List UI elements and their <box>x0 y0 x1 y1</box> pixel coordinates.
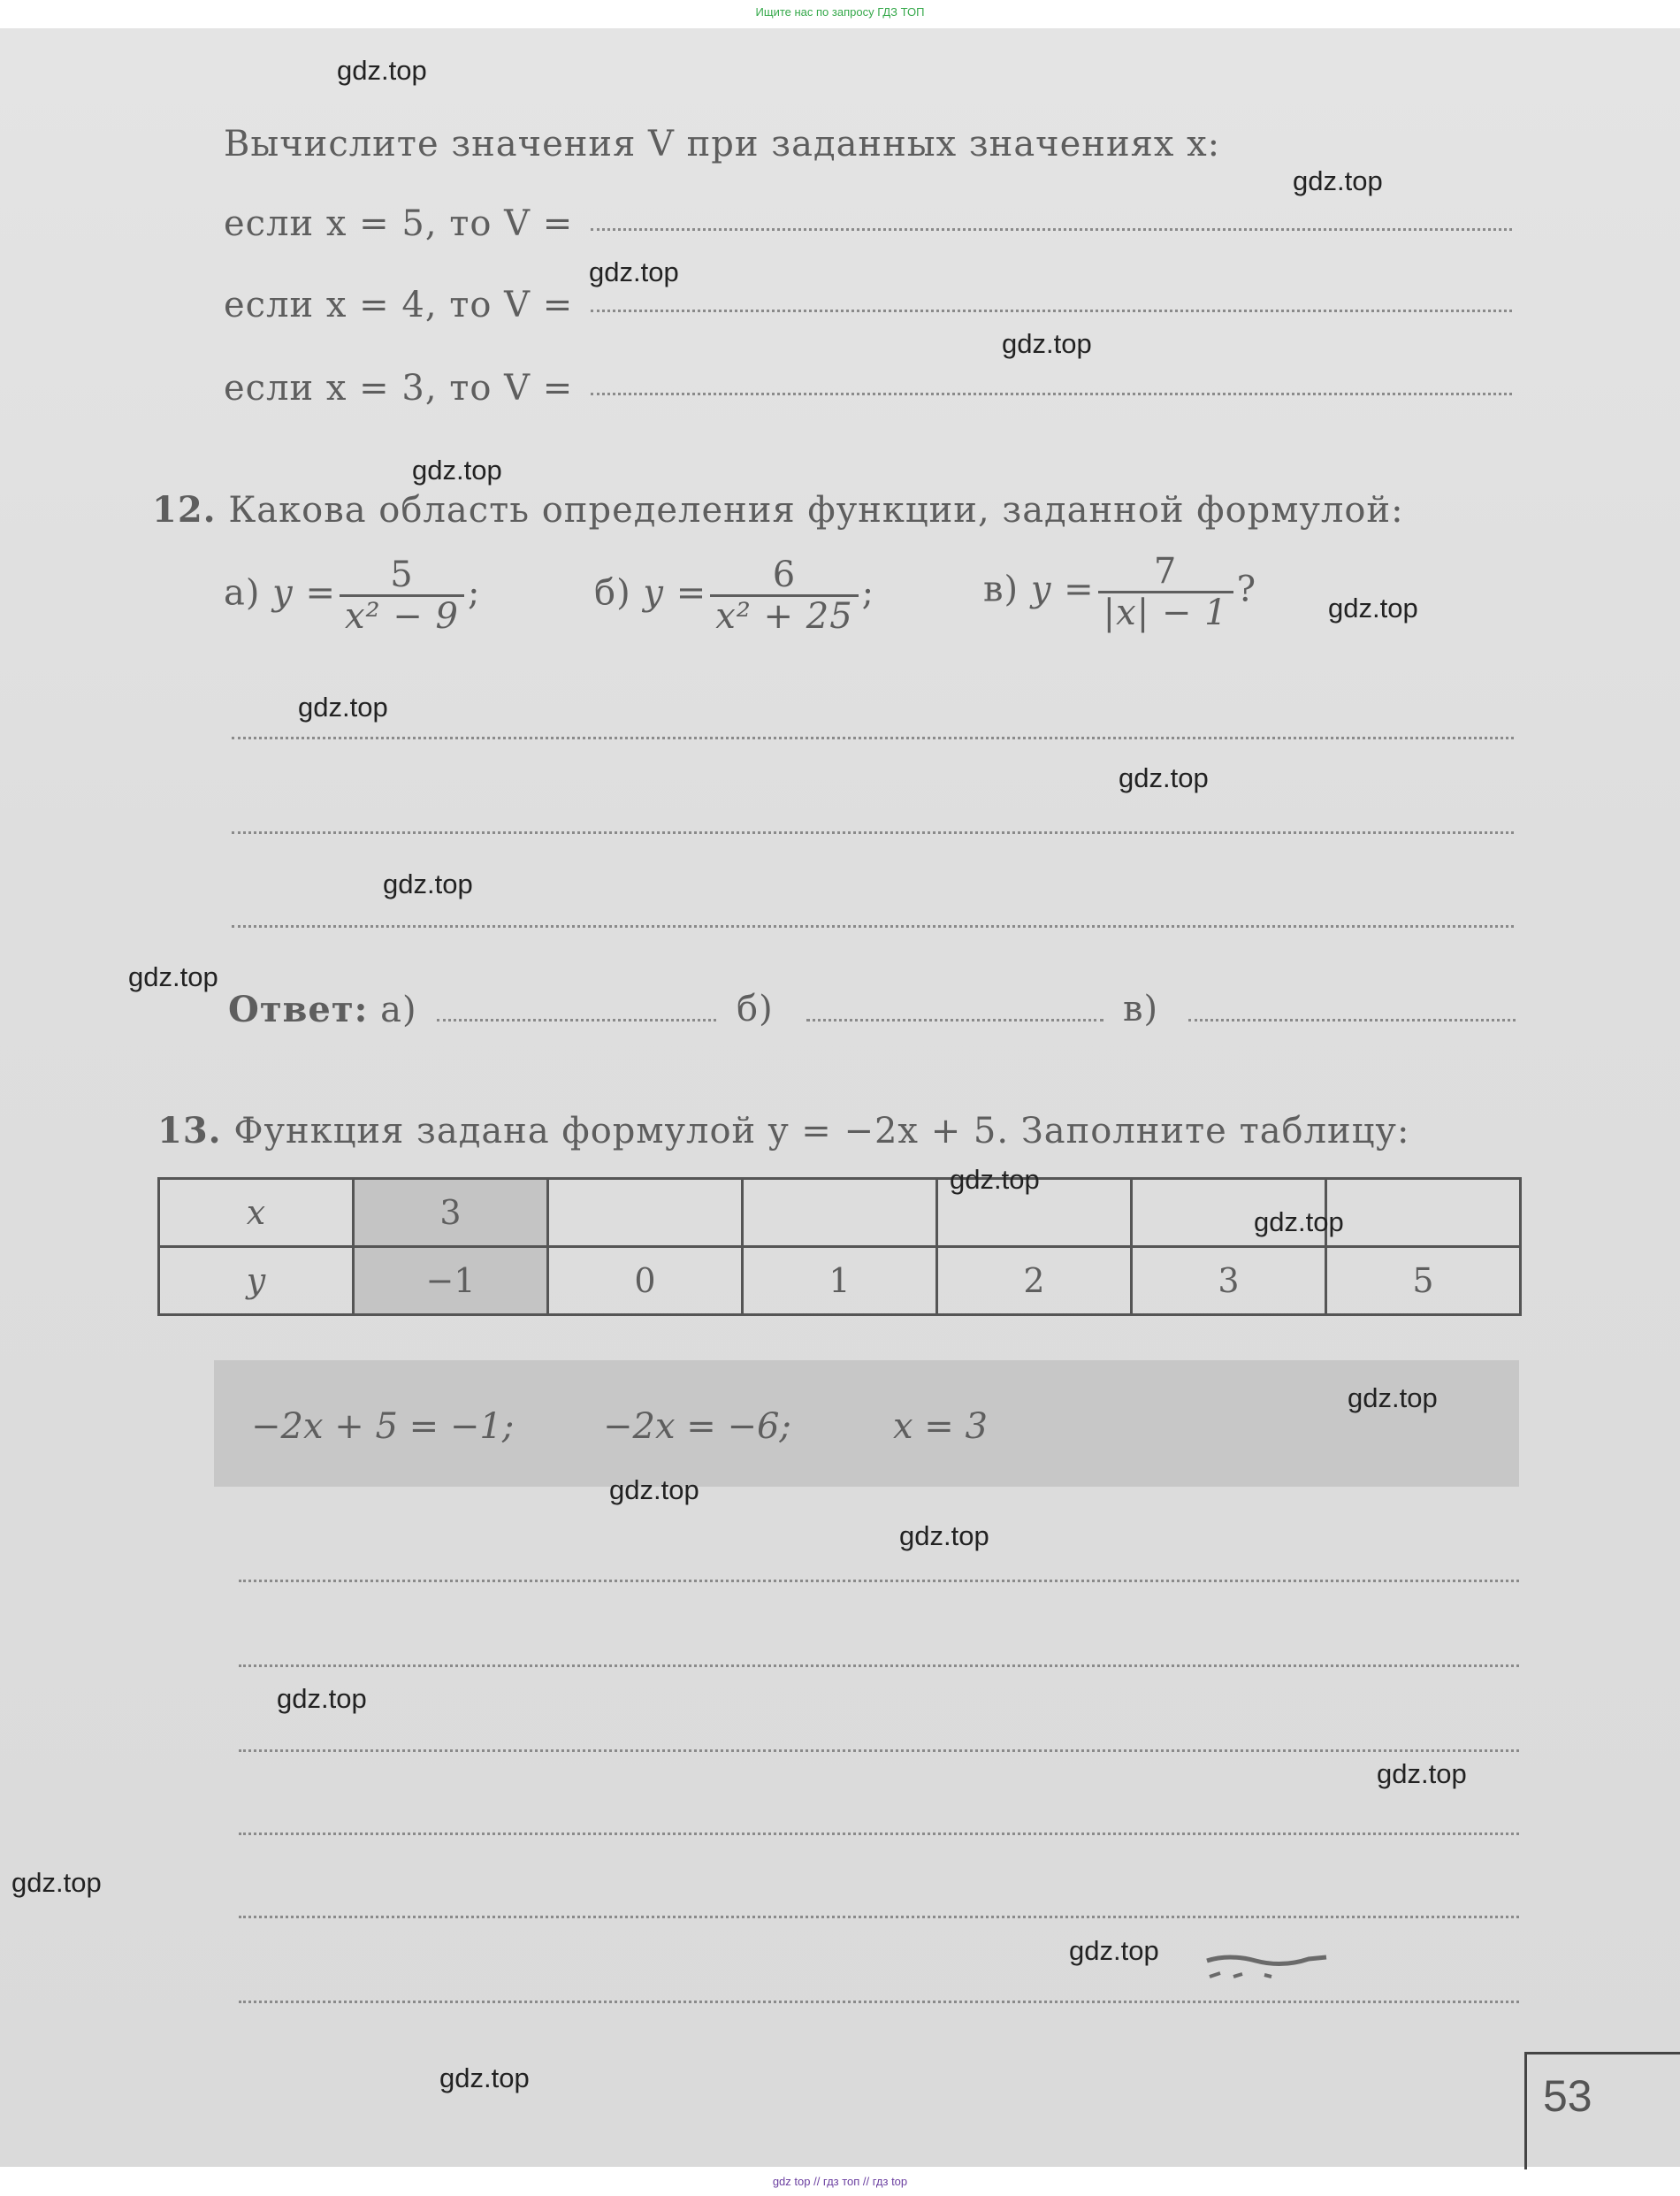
watermark: gdz.top <box>1069 1935 1159 1966</box>
formula-a-prefix: а) <box>224 572 261 614</box>
example-solution-box <box>214 1360 1519 1487</box>
table-header-y: y <box>159 1247 354 1315</box>
table-cell-y-3: 1 <box>743 1247 937 1315</box>
watermark: gdz.top <box>589 256 679 287</box>
watermark: gdz.top <box>337 55 427 86</box>
formula-b-denominator: x² + 25 <box>715 596 853 637</box>
formula-c-lhs: y = <box>1030 569 1095 610</box>
formula-b-numerator: 6 <box>710 555 858 597</box>
row-x5-label: если x = 5, то V = <box>224 203 574 244</box>
task12-heading <box>152 489 1404 531</box>
work-line-7[interactable] <box>239 1833 1519 1835</box>
watermark: gdz.top <box>1254 1206 1344 1237</box>
formula-c-numerator: 7 <box>1098 552 1233 593</box>
formula-c-prefix: в) <box>983 569 1019 610</box>
answer-a-label: а) <box>380 990 417 1030</box>
work-line-1[interactable] <box>232 737 1514 739</box>
page-number-box <box>1524 2052 1680 2169</box>
row-x4-label: если x = 4, то V = <box>224 285 574 325</box>
table-cell-y-4: 2 <box>937 1247 1132 1315</box>
formula-a-fraction <box>340 555 464 636</box>
table-cell-y-6: 5 <box>1326 1247 1521 1315</box>
work-line-3[interactable] <box>232 925 1514 928</box>
task12-question: Какова область определения функции, заданной формулой: <box>228 490 1404 531</box>
answer-line-x4[interactable] <box>591 310 1512 312</box>
formula-b-lhs: y = <box>643 572 707 614</box>
watermark: gdz.top <box>11 1867 102 1898</box>
watermark: gdz.top <box>439 2062 530 2093</box>
work-line-5[interactable] <box>239 1664 1519 1667</box>
task13-heading <box>157 1110 1409 1152</box>
watermark: gdz.top <box>383 868 473 899</box>
answer-b-line[interactable] <box>806 1019 1103 1021</box>
formula-b <box>594 555 874 636</box>
answer-a-line[interactable] <box>437 1019 716 1021</box>
watermark: gdz.top <box>277 1683 367 1714</box>
work-line-8[interactable] <box>239 1916 1519 1918</box>
example-step-1: −2x + 5 = −1; <box>251 1406 515 1447</box>
watermark: gdz.top <box>298 692 388 723</box>
formula-b-fraction <box>710 555 858 636</box>
table-header-x: x <box>159 1179 354 1247</box>
formula-c-end: ? <box>1236 569 1257 610</box>
table-cell-x-1: 3 <box>354 1179 548 1247</box>
table-cell-y-5: 3 <box>1132 1247 1326 1315</box>
table-cell-y-1: −1 <box>354 1247 548 1315</box>
answer-c-line[interactable] <box>1188 1019 1516 1021</box>
formula-a-end: ; <box>468 572 481 614</box>
watermark: gdz.top <box>412 455 502 486</box>
task13-question: Функция задана формулой y = −2x + 5. Заполните таблицу: <box>233 1111 1410 1152</box>
answer-row <box>228 989 417 1030</box>
formula-c <box>983 552 1256 632</box>
watermark: gdz.top <box>128 961 218 992</box>
answer-line-x5[interactable] <box>591 228 1512 231</box>
watermark: gdz.top <box>1328 593 1418 624</box>
search-hint-banner[interactable]: Ищите нас по запросу ГДЗ ТОП <box>755 5 925 19</box>
work-line-4[interactable] <box>239 1580 1519 1582</box>
page-number: 53 <box>1543 2071 1592 2121</box>
answer-label: Ответ: <box>228 989 369 1030</box>
task13-number: 13. <box>157 1110 222 1152</box>
answer-c-label: в) <box>1123 989 1159 1029</box>
task12-number: 12. <box>152 489 217 531</box>
watermark: gdz.top <box>1293 165 1383 196</box>
table-cell-y-2: 0 <box>548 1247 743 1315</box>
formula-b-end: ; <box>861 572 875 614</box>
work-line-9[interactable] <box>239 2001 1519 2003</box>
watermark: gdz.top <box>1377 1758 1467 1789</box>
answer-line-x3[interactable] <box>591 393 1512 395</box>
formula-a-lhs: y = <box>272 572 336 614</box>
footer-links[interactable]: gdz top // гдз топ // гдз top <box>772 2175 908 2188</box>
workbook-page <box>0 28 1680 2167</box>
table-cell-x-2[interactable] <box>548 1179 743 1247</box>
watermark: gdz.top <box>899 1520 989 1551</box>
formula-a-denominator: x² − 9 <box>345 596 459 637</box>
watermark: gdz.top <box>609 1474 699 1505</box>
table-row-y <box>159 1247 1521 1315</box>
formula-a-numerator: 5 <box>340 555 464 597</box>
example-step-3: x = 3 <box>893 1406 988 1447</box>
watermark: gdz.top <box>950 1164 1040 1195</box>
formula-c-fraction <box>1098 552 1233 632</box>
table-cell-x-3[interactable] <box>743 1179 937 1247</box>
instruction-text: Вычислите значения V при заданных значениях x: <box>224 124 1221 165</box>
work-line-2[interactable] <box>232 831 1514 834</box>
watermark: gdz.top <box>1002 328 1092 359</box>
ink-smudge <box>1203 1950 1335 1986</box>
watermark: gdz.top <box>1348 1382 1438 1413</box>
formula-a <box>224 555 480 636</box>
watermark: gdz.top <box>1119 762 1209 793</box>
answer-b-label: б) <box>737 989 774 1029</box>
formula-b-prefix: б) <box>594 572 631 614</box>
function-table <box>157 1177 1522 1316</box>
table-cell-x-6[interactable] <box>1326 1179 1521 1247</box>
example-step-2: −2x = −6; <box>603 1406 791 1447</box>
row-x3-label: если x = 3, то V = <box>224 368 574 409</box>
work-line-6[interactable] <box>239 1749 1519 1752</box>
formula-c-denominator: |x| − 1 <box>1103 593 1228 633</box>
